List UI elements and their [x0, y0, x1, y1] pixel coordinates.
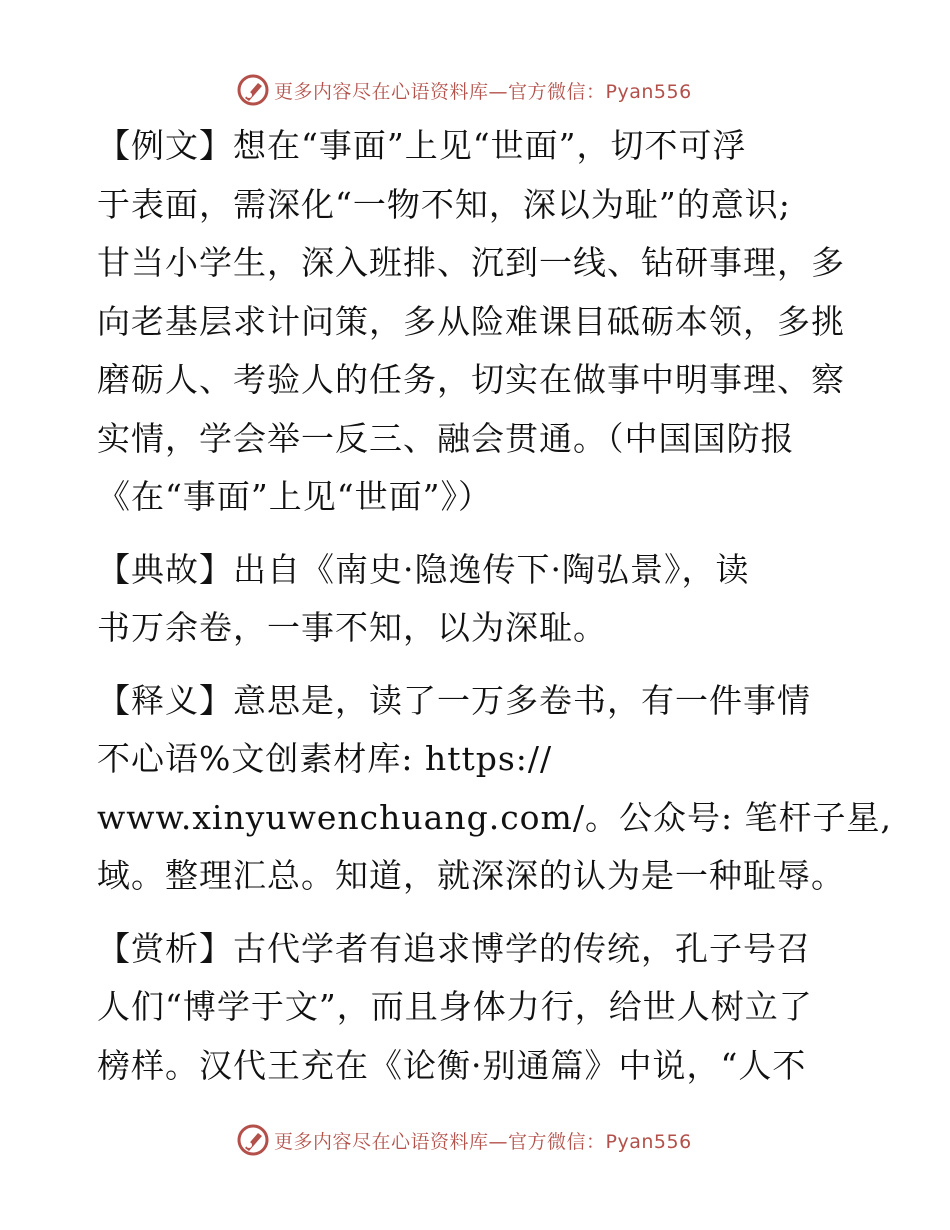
- pen-seal-logo-icon: [236, 1123, 270, 1157]
- text-line: 【典故】出自《南史·隐逸传下·陶弘景》，读: [97, 549, 750, 589]
- footer-banner: [236, 1123, 692, 1157]
- text-line: 【释义】意思是，读了一万多卷书，有一件事情: [97, 680, 811, 720]
- paragraph-example: [97, 117, 857, 527]
- text-line: 【例文】想在“事面”上见“世面”，切不可浮: [97, 126, 747, 165]
- paragraph-interpretation: [97, 672, 893, 906]
- text-line: 书万余卷，一事不知，以为深耻。: [97, 608, 607, 647]
- text-line: 不心语%文创素材库: https://: [97, 739, 553, 778]
- text-line: 向老基层求计问策，多从险难课目砥砺本领，多挑: [97, 301, 845, 341]
- text-line: 人们“博学于文”，而且身体力行，给世人树立了: [97, 987, 813, 1026]
- text-line: 甘当小学生，深入班排、沉到一线、钻研事理，多: [97, 243, 845, 282]
- header-banner: [236, 73, 692, 107]
- footer-banner-text: 更多内容尽在心语资料库—官方微信：Pyan556: [274, 1130, 692, 1153]
- paragraph-allusion: [97, 541, 857, 658]
- document-body: [97, 117, 893, 1109]
- text-line: 【赏析】古代学者有追求博学的传统，孔子号召: [97, 928, 811, 968]
- header-banner-text: 更多内容尽在心语资料库—官方微信：Pyan556: [274, 80, 692, 103]
- text-line: www.xinyuwenchuang.com/。公众号: 笔杆子星,: [97, 797, 893, 837]
- paragraph-appreciation: [97, 920, 857, 1096]
- pen-seal-logo-icon: [236, 73, 270, 107]
- text-line: 《在“事面”上见“世面”》）: [97, 477, 492, 516]
- text-line: 实情，学会举一反三、融会贯通。（中国国防报: [97, 418, 795, 458]
- text-line: 域。整理汇总。知道，就深深的认为是一种耻辱。: [97, 856, 845, 895]
- text-line: 磨砺人、考验人的任务，切实在做事中明事理、察: [97, 360, 845, 399]
- text-line: 于表面，需深化“一物不知，深以为耻”的意识;: [97, 184, 791, 224]
- text-line: 榜样。汉代王充在《论衡·别通篇》中说，“人不: [97, 1045, 807, 1085]
